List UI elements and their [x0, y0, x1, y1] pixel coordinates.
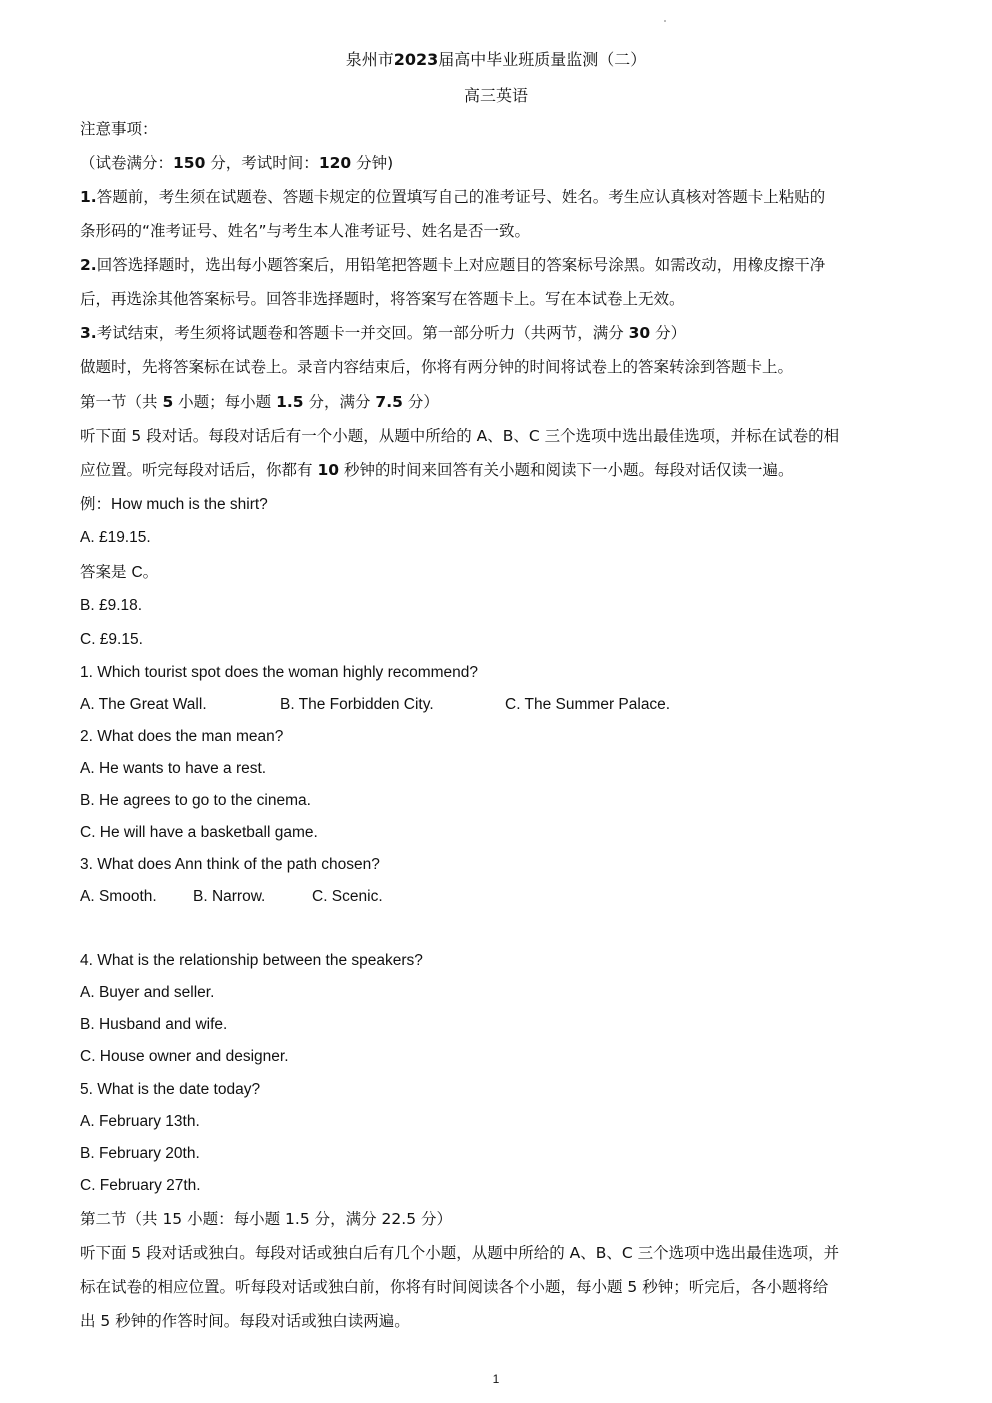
page-subtitle: 高三英语 [463, 86, 528, 105]
question-1-option-b: B. The Forbidden City. [280, 696, 434, 713]
score-time: 120 [318, 154, 352, 172]
question-2-option-c: C. He will have a basketball game. [80, 824, 318, 841]
question-1: 1. Which tourist spot does the woman highly recommend? [80, 664, 479, 681]
notes-heading: 注意事项： [80, 120, 158, 138]
instr-text: 应位置。听完每段对话后，你都有 [80, 461, 318, 479]
note-3 [80, 323, 686, 343]
question-1-option-c: C. The Summer Palace. [505, 696, 671, 713]
question-5-option-a: A. February 13th. [80, 1113, 200, 1130]
question-3-option-a: A. Smooth. [80, 888, 157, 905]
heading-text: 分） [416, 1210, 452, 1228]
answer-text: 。 [142, 563, 159, 581]
question-4-option-b: B. Husband and wife. [80, 1016, 228, 1033]
question-5-option-c: C. February 27th. [80, 1177, 201, 1194]
section-1-heading [80, 392, 439, 412]
example-question [80, 494, 268, 515]
note-4: 做题时，先将答案标在试卷上。录音内容结束后，你将有两分钟的时间将试卷上的答案转涂到答题卡上。 [80, 358, 794, 376]
heading-text: 小题：每小题 [182, 1210, 286, 1228]
example-text: How much is the shirt? [111, 496, 268, 513]
section-2-instructions-line-3: 出 5 秒钟的作答时间。每段对话或独白读两遍。 [80, 1312, 410, 1330]
section-2-instructions-line-1: 听下面 5 段对话或独白。每段对话或独白后有几个小题，从题中所给的 A、B、C 三个选项中选出最佳选项，并 [80, 1244, 840, 1262]
score-total: 150 [173, 154, 206, 172]
note-text: 考试结束，考生须将试题卷和答题卡一并交回。第一部分听力（共两节，满分 [96, 324, 629, 342]
score-text: 分钟) [351, 154, 394, 172]
example-option-b: B. £9.18. [80, 597, 143, 614]
question-2: 2. What does the man mean? [80, 728, 284, 745]
heading-text: 小题；每小题 [173, 393, 277, 411]
heading-num: 7.5 [375, 393, 403, 411]
note-number: 3. [80, 324, 97, 342]
heading-text: 分，满分 [303, 393, 376, 411]
note-number: 1. [80, 188, 97, 206]
heading-num: 15 [162, 1210, 183, 1228]
question-5-option-b: B. February 20th. [80, 1145, 200, 1162]
section-1-instructions-line-1: 听下面 5 段对话。每段对话后有一个小题，从题中所给的 A、B、C 三个选项中选出最佳选项，并标在试卷的相 [80, 427, 840, 445]
note-1-line-2: 条形码的“准考证号、姓名”与考生本人准考证号、姓名是否一致。 [80, 222, 531, 240]
question-2-option-b: B. He agrees to go to the cinema. [80, 792, 311, 809]
heading-num: 22.5 [381, 1210, 417, 1228]
question-3: 3. What does Ann think of the path chosen? [80, 856, 380, 873]
heading-text: 第一节（共 [80, 393, 163, 411]
heading-text: 分，满分 [309, 1210, 382, 1228]
heading-text: 分） [402, 393, 439, 411]
note-2-line-2: 后，再选涂其他答案标号。回答非选择题时，将答案写在答题卡上。写在本试卷上无效。 [80, 290, 685, 308]
example-option-a: A. £19.15. [80, 529, 151, 546]
question-3-option-b: B. Narrow. [193, 888, 266, 905]
score-info [80, 153, 393, 173]
title-year: 2023 [393, 50, 439, 69]
answer-letter: C [131, 564, 143, 581]
heading-num: 5 [162, 393, 174, 411]
note-number: 2. [80, 256, 97, 274]
note-1-line-1 [80, 187, 825, 207]
heading-num: 1.5 [276, 393, 304, 411]
instr-text: 秒钟的时间来回答有关小题和阅读下一小题。每段对话仅读一遍。 [339, 461, 794, 479]
example-prefix: 例： [80, 495, 112, 513]
section-2-instructions-line-2: 标在试卷的相应位置。听每段对话或独白前，你将有时间阅读各个小题，每小题 5 秒钟；听完后，各小题将给 [80, 1278, 829, 1296]
section-1-instructions-line-2 [80, 460, 793, 480]
title-prefix: 泉州市 [345, 50, 394, 69]
page-number: 1 [492, 1372, 500, 1386]
scan-speck [664, 20, 666, 22]
score-text: 分，考试时间： [205, 154, 319, 172]
title-suffix: 届高中毕业班质量监测（二） [438, 50, 647, 69]
note-text: 回答选择题时，选出每小题答案后，用铅笔把答题卡上对应题目的答案标号涂黑。如需改动，用橡皮擦干净 [96, 256, 826, 274]
note-text: 分） [650, 324, 687, 342]
question-4: 4. What is the relationship between the speakers? [80, 952, 423, 969]
instr-num: 10 [317, 461, 340, 479]
question-1-option-a: A. The Great Wall. [80, 696, 207, 713]
note-2-line-1 [80, 255, 825, 275]
question-4-option-a: A. Buyer and seller. [80, 984, 215, 1001]
page-title [0, 50, 992, 70]
question-3-option-c: C. Scenic. [312, 888, 383, 905]
heading-num: 1.5 [285, 1210, 310, 1228]
score-text: （试卷满分： [80, 154, 174, 172]
note-score: 30 [628, 324, 651, 342]
question-5: 5. What is the date today? [80, 1081, 261, 1098]
heading-text: 第二节（共 [80, 1210, 163, 1228]
example-option-c: C. £9.15. [80, 631, 143, 648]
question-2-option-a: A. He wants to have a rest. [80, 760, 267, 777]
question-4-option-c: C. House owner and designer. [80, 1048, 289, 1065]
example-answer [80, 562, 158, 583]
section-2-heading [80, 1209, 452, 1229]
answer-text: 答案是 [80, 563, 132, 581]
note-text: 答题前，考生须在试题卷、答题卡规定的位置填写自己的准考证号、姓名。考生应认真核对答题卡上粘贴的 [96, 188, 826, 206]
